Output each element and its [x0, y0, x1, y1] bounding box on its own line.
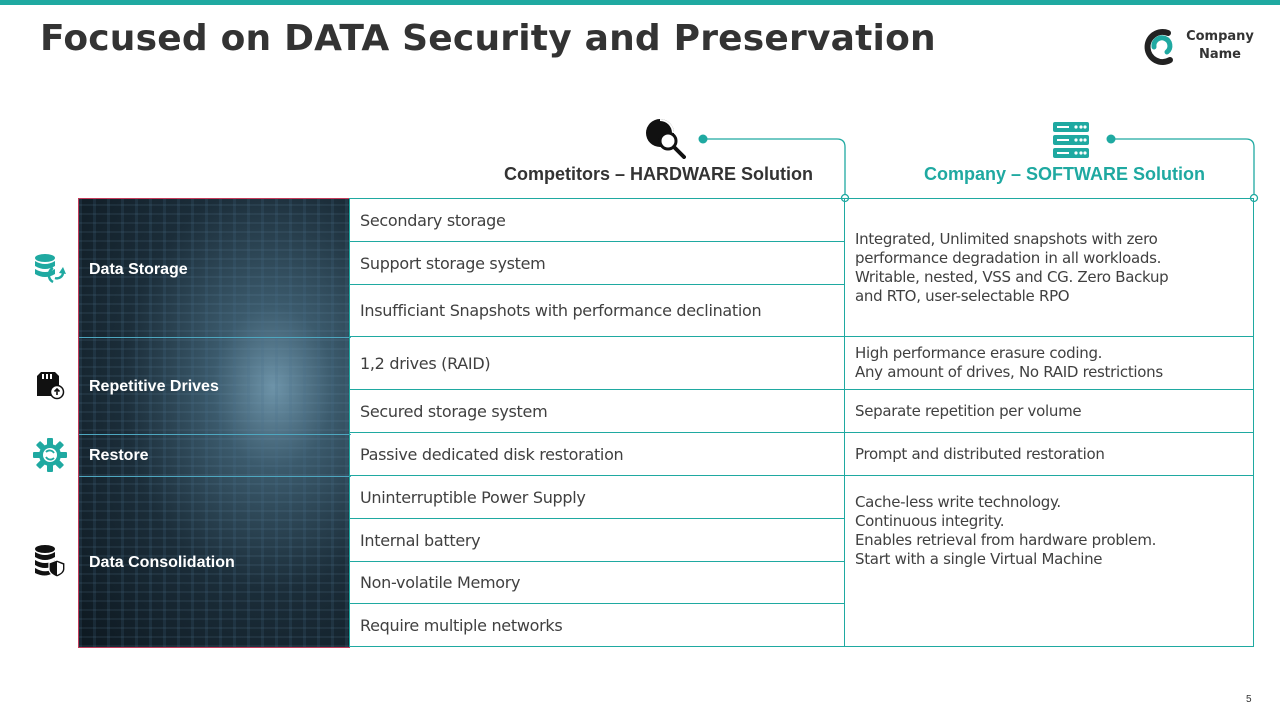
software-cell [844, 336, 1254, 390]
software-cell-text: Integrated, Unlimited snapshots with zero performance degradation in all workloads. Writable, nested, VSS and CG. Zero Backup and RTO, user-selectable RPO [855, 229, 1169, 305]
software-cell [844, 432, 1254, 476]
row-label-data-consolidation: Data Consolidation [89, 554, 235, 571]
hardware-cell-text: Passive dedicated disk restoration [360, 444, 624, 464]
hardware-cell [349, 432, 845, 476]
hardware-column-header: Competitors – HARDWARE Solution [504, 164, 813, 184]
hardware-cell [349, 389, 845, 433]
hardware-cell [349, 475, 845, 519]
hardware-cell-text: Insufficiant Snapshots with performance declination [360, 301, 762, 320]
hardware-cell [349, 603, 845, 647]
hardware-cell-text: Internal battery [360, 530, 481, 550]
hardware-cell [349, 518, 845, 562]
gear-refresh-icon [32, 437, 68, 473]
hardware-cell-text: Secured storage system [360, 401, 548, 421]
hardware-cell-text: Secondary storage [360, 210, 506, 230]
software-column-header: Company – SOFTWARE Solution [924, 164, 1206, 184]
page-number: 5 [1246, 694, 1252, 705]
software-cell-text: High performance erasure coding. Any amount of drives, No RAID restrictions [855, 344, 1163, 381]
hardware-cell [349, 241, 845, 285]
row-label-data-storage: Data Storage [89, 261, 188, 278]
hardware-cell-text: Uninterruptible Power Supply [360, 487, 586, 507]
hardware-cell-text: 1,2 drives (RAID) [360, 353, 491, 373]
database-sync-icon [33, 252, 67, 286]
panel-divider [79, 476, 351, 477]
hardware-cell [349, 336, 845, 390]
software-cell-text: Cache-less write technology. Continuous integrity. Enables retrieval from hardware problem. Start with a single Virtual Machine [855, 493, 1157, 568]
hardware-cell [349, 198, 845, 242]
hardware-cell-text: Require multiple networks [360, 615, 563, 635]
sd-card-upload-icon [35, 370, 65, 400]
row-label-repetitive-drives: Repetitive Drives [89, 378, 219, 395]
software-cell-text: Prompt and distributed restoration [855, 444, 1105, 463]
datacenter-background-image [78, 198, 350, 648]
database-shield-icon [33, 544, 67, 578]
software-cell [844, 475, 1254, 647]
comparison-table [78, 198, 1255, 648]
hardware-cell [349, 284, 845, 337]
hardware-cell-text: Support storage system [360, 253, 546, 273]
row-label-restore: Restore [89, 447, 149, 464]
magnifier-pie-chart-icon [644, 117, 686, 159]
company-name: Company Name [1186, 29, 1254, 62]
panel-divider [79, 434, 351, 435]
software-cell [844, 389, 1254, 433]
server-rack-icon [1052, 121, 1090, 159]
hardware-cell-text: Non-volatile Memory [360, 573, 521, 592]
slide-title: Focused on DATA Security and Preservation [40, 18, 936, 59]
software-cell [844, 198, 1254, 337]
panel-divider [79, 337, 351, 338]
software-cell-text: Separate repetition per volume [855, 401, 1082, 420]
hardware-cell [349, 561, 845, 604]
